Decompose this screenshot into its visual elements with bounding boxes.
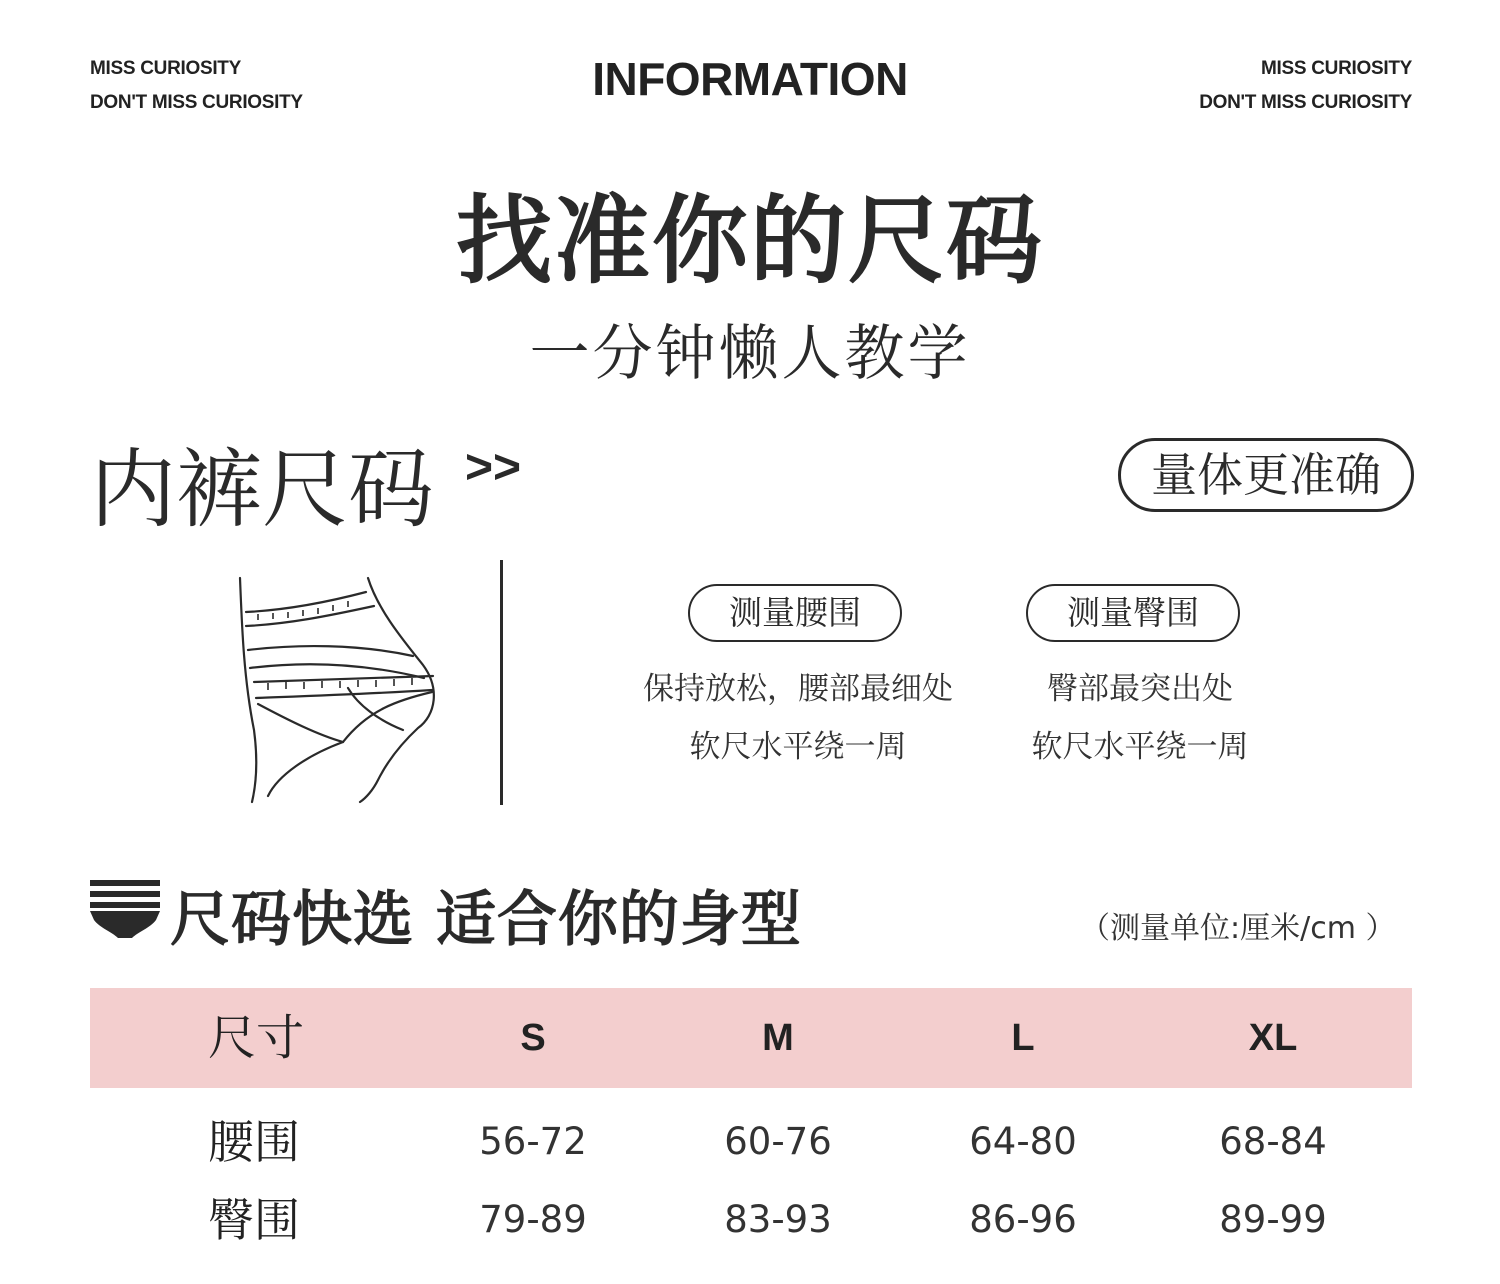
brand-slogan-right: DON'T MISS CURIOSITY (1199, 92, 1412, 113)
brand-slogan-left: DON'T MISS CURIOSITY (90, 92, 303, 113)
table-cell: 79-89 (479, 1198, 587, 1241)
table-cell: 64-80 (969, 1120, 1077, 1163)
table-row-label-hip: 臀围 (208, 1193, 300, 1247)
hip-instruction-line2: 软尺水平绕一周 (1031, 729, 1249, 765)
section-arrow: >> (465, 441, 522, 494)
accuracy-badge: 量体更准确 (1118, 438, 1414, 512)
brand-name-right: MISS CURIOSITY (1261, 58, 1412, 79)
table-cell: 89-99 (1219, 1198, 1327, 1241)
size-header-s: S (520, 1017, 546, 1059)
hip-instructions (990, 660, 1290, 776)
size-header-m: M (762, 1017, 794, 1059)
hip-instruction-line1: 臀部最突出处 (1047, 671, 1233, 707)
page-subtitle: 一分钟懒人教学 (529, 319, 971, 389)
table-row-label-waist: 腰围 (208, 1115, 300, 1169)
waist-instructions (608, 660, 988, 776)
size-header-l: L (1011, 1017, 1035, 1059)
waist-instruction-line2: 软尺水平绕一周 (689, 729, 907, 765)
section-title: 内裤尺码 (90, 440, 434, 540)
size-header-label: 尺寸 (208, 1010, 305, 1066)
waist-measure-label: 测量腰围 (688, 584, 902, 642)
brand-name-left: MISS CURIOSITY (90, 58, 241, 79)
page-title: 找准你的尺码 (456, 185, 1044, 297)
quick-pick-title: 尺码快选 适合你的身型 (170, 885, 802, 955)
underwear-icon (90, 880, 160, 940)
unit-note: （测量单位:厘米/cm ） (1080, 911, 1396, 946)
table-cell: 60-76 (724, 1120, 832, 1163)
table-cell: 56-72 (479, 1120, 587, 1163)
table-cell: 83-93 (724, 1198, 832, 1241)
vertical-divider (500, 560, 503, 805)
waist-instruction-line1: 保持放松，腰部最细处 (643, 671, 953, 707)
hip-waist-illustration-icon (228, 570, 458, 810)
size-header-xl: XL (1248, 1017, 1298, 1059)
hip-measure-label: 测量臀围 (1026, 584, 1240, 642)
table-cell: 68-84 (1219, 1120, 1327, 1163)
brand-tagline-right (1199, 52, 1412, 120)
table-cell: 86-96 (969, 1198, 1077, 1241)
header-title: INFORMATION (592, 53, 908, 105)
